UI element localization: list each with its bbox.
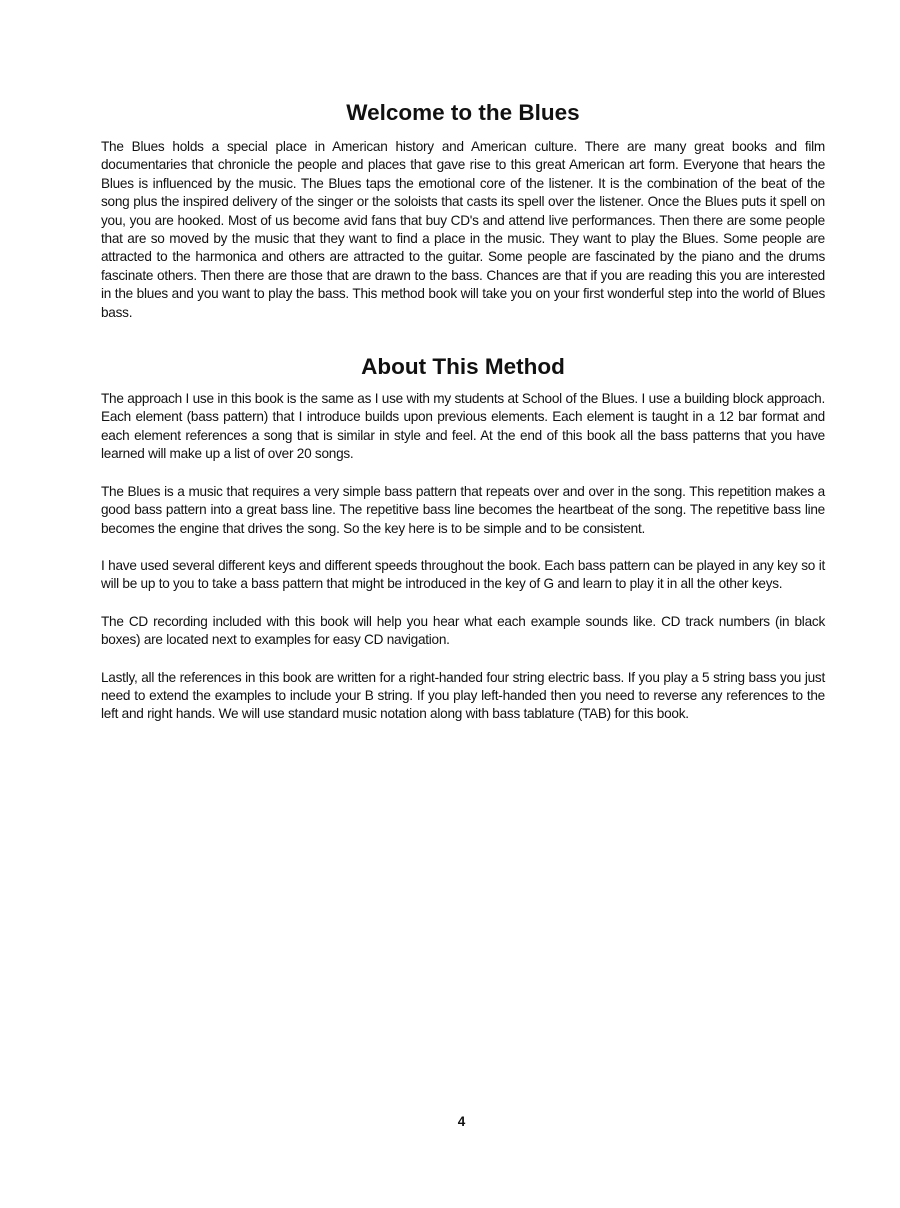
method-paragraph-cd: The CD recording included with this book will help you hear what each example sounds like. CD track numbers (in black boxes) are located next to examples for easy CD navigation.: [101, 613, 825, 648]
section-heading-welcome: Welcome to the Blues: [346, 100, 580, 125]
section-heading-about-method: About This Method: [361, 354, 565, 380]
method-paragraph-lastly: Lastly, all the references in this book are written for a right-handed four string electric bass. If you play a 5 string bass you just need to extend the examples to include your B string. If you play left-handed then you need to reverse any references to the left and right hands. We will use standard music notation along with bass tablature (TAB) for this book.: [101, 669, 825, 722]
page-number: 4: [457, 1114, 466, 1129]
page-content: [101, 98, 825, 724]
method-paragraph-keys: I have used several different keys and different speeds throughout the book. Each bass pattern can be played in any key so it will be up to you to take a bass pattern that might be introduced in the key of G and learn to play it in all the other keys.: [101, 557, 825, 592]
welcome-paragraph: The Blues holds a special place in American history and American culture. There are many great books and film documentaries that chronicle the people and places that gave rise to this great American art form. Everyone that hears the Blues is influenced by the music. The Blues taps the emotional core of the listener. It is the combination of the beat of the song plus the inspired delivery of the singer or the soloists that casts its spell over the listener. Once the Blues puts it spell on you, you are hooked. Most of us become avid fans that buy CD's and attend live performances. Then there are some people that are so moved by the music that they want to find a place in the music. They want to play the Blues. Some people are attracted to the harmonica and others are attracted to the guitar. Some people are fascinated by the piano and the drums fascinate others. Then there are those that are drawn to the bass. Chances are that if you are reading this you are interested in the blues and you want to play the bass. This method book will take you on your first wonderful step into the world of Blues bass.: [101, 139, 825, 320]
method-paragraph-repetition: The Blues is a music that requires a very simple bass pattern that repeats over and over in the song. This repetition makes a good bass pattern into a great bass line. The repetitive bass line becomes the heartbeat of the song. The repetitive bass line becomes the engine that drives the song. So the key here is to be simple and to be consistent.: [101, 483, 825, 536]
method-paragraph-approach: The approach I use in this book is the same as I use with my students at School of the Blues. I use a building block approach. Each element (bass pattern) that I introduce builds upon previous elements. Each element is taught in a 12 bar format and each element references a song that is similar in style and feel. At the end of this book all the bass patterns that you have learned will make up a list of over 20 songs.: [101, 391, 825, 462]
